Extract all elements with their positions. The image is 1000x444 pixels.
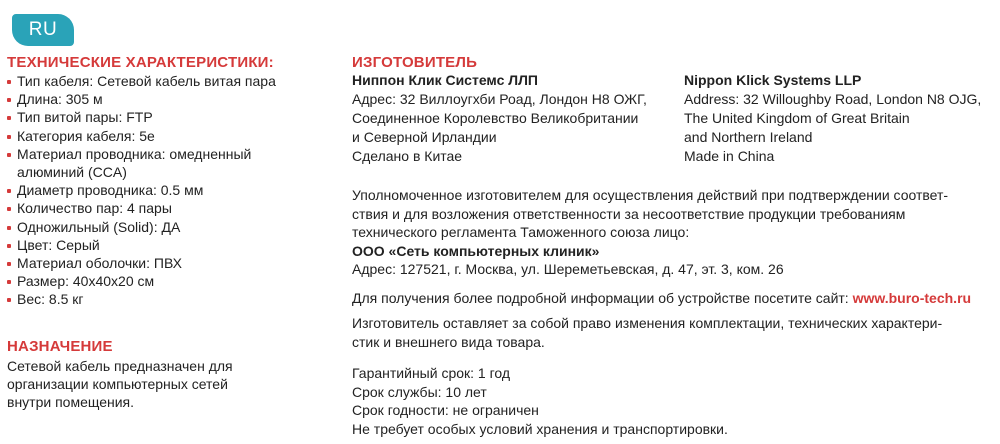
spec-item: Диаметр проводника: 0.5 мм [7,181,337,199]
manufacturer-ru: Ниппон Клик Системс ЛЛП Адрес: 32 Виллоугхби Роад, Лондон Н8 ОЖГ, Соединенное Королевство Великобритании и Северной Ирландии Сделано в Китае [352,71,672,166]
warranty-terms [352,364,988,438]
website-link[interactable]: www.buro-tech.ru [852,290,972,306]
bullet-icon [7,244,11,248]
language-badge-label: RU [28,19,58,40]
manufacturer-en: Nippon Klick Systems LLP Address: 32 Willoughby Road, London N8 OJG, The United Kingdom of Great Britain and Northern Ireland Made in China [684,71,994,166]
spec-item: Категория кабеля: 5е [7,127,337,145]
spec-item: Размер: 40х40х20 см [7,272,337,290]
warranty-term: Гарантийный срок: 1 год [352,365,511,381]
spec-item: Вес: 8.5 кг [7,290,337,308]
storage-conditions: Не требует особых условий хранения и транспортировки. [352,420,728,437]
language-badge [12,14,74,46]
spec-item: Материал оболочки: ПВХ [7,254,337,272]
specs-heading: ТЕХНИЧЕСКИЕ ХАРАКТЕРИСТИКИ: [7,54,274,71]
spec-item: Материал проводника: омедненный [7,145,337,163]
bullet-icon [7,153,11,157]
authorized-representative: Уполномоченное изготовителем для осуществления действий при подтверждении соответ- ствия и для возложения ответственности за несоответствие продукции требованиям технического регламента Таможенного союза лицо: ООО «Сеть компьютерных клиник» Адрес: 127521, г. Москва, ул. Шереметьевская, д. 47, эт. 3, ком. 26 [352,186,988,279]
more-info: Для получения более подробной информации об устройстве посетите сайт: www.buro-tech.ru [352,290,972,306]
bullet-icon [7,207,11,211]
spec-item: Количество пар: 4 пары [7,199,337,217]
specs-list [7,72,337,309]
bullet-icon [7,226,11,230]
bullet-icon [7,80,11,84]
rights-notice: Изготовитель оставляет за собой право изменения комплектации, технических характери- стик и внешнего вида товара. [352,315,943,350]
spec-item-continuation: алюминий (CCA) [17,164,127,181]
manufacturer-ru-name: Ниппон Клик Системс ЛЛП [352,72,538,88]
manufacturer-heading: ИЗГОТОВИТЕЛЬ [352,54,478,71]
authorized-org-name: ООО «Сеть компьютерных клиник» [352,242,600,259]
spec-item: Длина: 305 м [7,90,337,108]
bullet-icon [7,298,11,302]
shelf-life: Срок годности: не ограничен [352,402,539,418]
bullet-icon [7,135,11,139]
authorized-address: Адрес: 127521, г. Москва, ул. Шереметьевская, д. 47, эт. 3, ком. 26 [352,261,784,277]
service-life: Срок службы: 10 лет [352,383,487,400]
bullet-icon [7,262,11,266]
bullet-icon [7,189,11,193]
spec-item: Тип кабеля: Сетевой кабель витая пара [7,72,337,90]
bullet-icon [7,116,11,120]
purpose-text: Сетевой кабель предназначен для организации компьютерных сетей внутри помещения. [7,358,233,410]
bullet-icon [7,98,11,102]
purpose-heading: НАЗНАЧЕНИЕ [7,338,113,355]
bullet-icon [7,280,11,284]
spec-item: Тип витой пары: FTP [7,108,337,126]
manufacturer-en-name: Nippon Klick Systems LLP [684,72,862,88]
spec-item: Одножильный (Solid): ДА [7,218,337,236]
spec-item: Цвет: Серый [7,236,337,254]
